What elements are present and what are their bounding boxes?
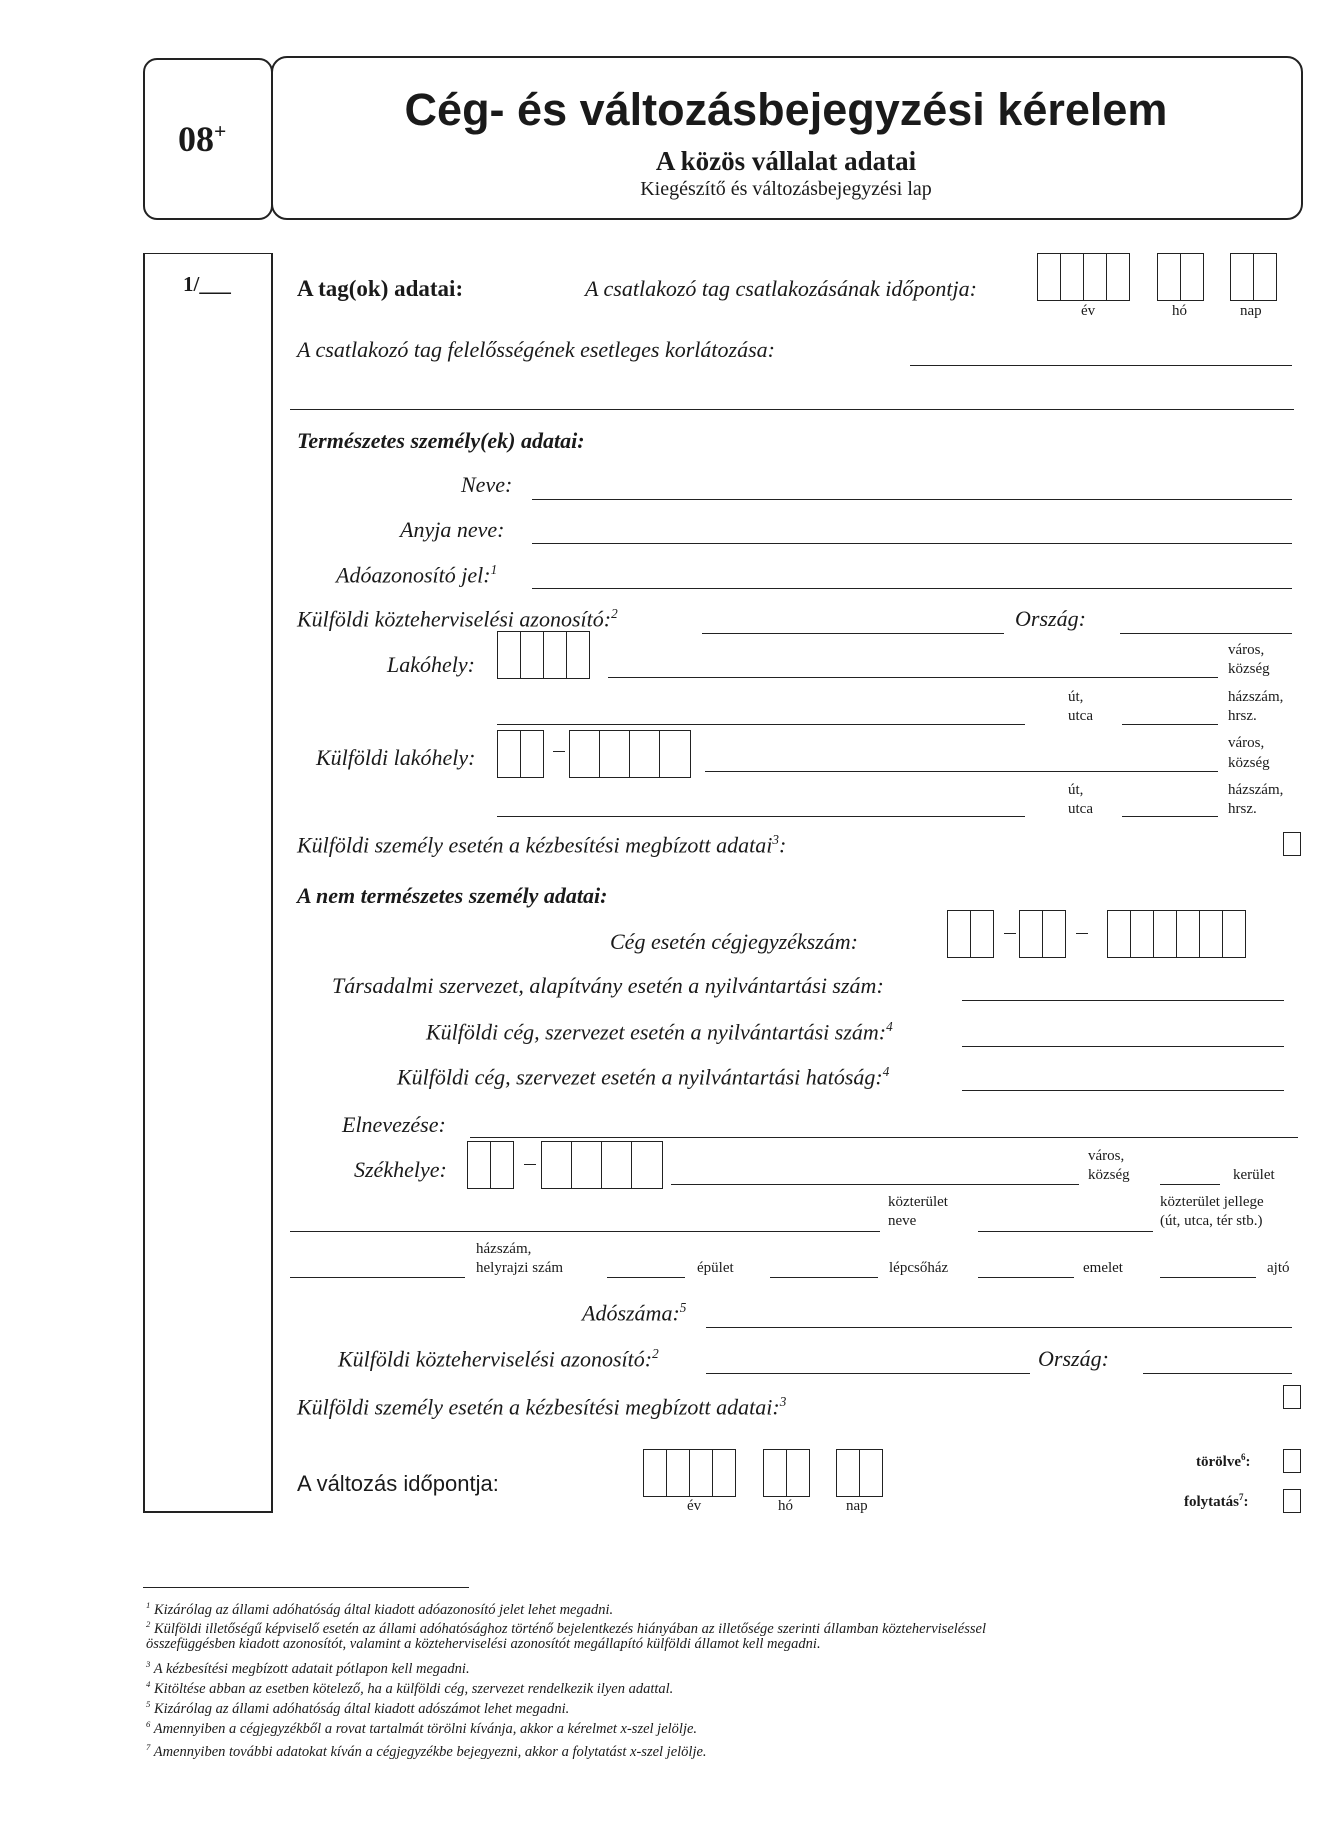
natural-delivery-colon: : xyxy=(778,832,787,858)
residence-hazszam-label: házszám, xyxy=(1228,689,1284,705)
legal-country-field[interactable] xyxy=(1143,1373,1292,1374)
natural-name-field[interactable] xyxy=(532,499,1292,500)
natural-foreign-id-label xyxy=(297,606,618,632)
residence-ut-label: út, xyxy=(1068,689,1084,705)
legal-social-field[interactable] xyxy=(962,1000,1284,1001)
residence-varos-label: város, xyxy=(1228,642,1265,658)
natural-mother-field[interactable] xyxy=(532,543,1292,544)
legal-staircase-field[interactable] xyxy=(770,1277,878,1278)
footnote-7-text: Amennyiben további adatokat kíván a cégjegyzékbe bejegyezni, akkor a folytatást x-szel jelölje. xyxy=(153,1743,707,1760)
legal-regno-dash-1 xyxy=(1004,933,1016,934)
legal-foreign-auth-field[interactable] xyxy=(962,1090,1284,1091)
deleted-label: törölve$^6$: xyxy=(1196,1452,1251,1470)
natural-title: Természetes személy(ek) adatai: xyxy=(297,428,585,453)
natural-country-field[interactable] xyxy=(1120,633,1292,634)
legal-foreign-id-text: Külföldi közteherviselési azonosító: xyxy=(338,1346,653,1372)
legal-regno-number[interactable] xyxy=(1107,910,1246,958)
natural-delivery-sup: 3 xyxy=(772,832,779,847)
page-subtitle-2: Kiegészítő és változásbejegyzési lap xyxy=(640,178,932,200)
legal-foreign-regno-field[interactable] xyxy=(962,1046,1284,1047)
legal-foreign-id-field[interactable] xyxy=(706,1373,1030,1374)
residence-utca-label: utca xyxy=(1068,708,1093,724)
legal-seat-district-field[interactable] xyxy=(1160,1184,1220,1185)
footnote-2-text-a: Külföldi illetőségű képviselő esetén az állami adóhatósághoz történő bejelentkezés hiányában az illetősége szerinti államban közteherviseléssel xyxy=(153,1620,986,1637)
legal-ajto-label: ajtó xyxy=(1267,1260,1290,1276)
footnote-2-cont: összefüggésben kiadott azonosítót, valamint a közteherviselési azonosítót megállapító külföldi államot kell megadni. xyxy=(146,1636,821,1652)
foreign-residence-dash xyxy=(553,751,565,752)
legal-regno-type[interactable] xyxy=(1019,910,1066,958)
residence-label: Lakóhely: xyxy=(387,652,475,677)
footnote-7-num: 7 xyxy=(146,1742,151,1752)
footnote-3-num: 3 xyxy=(146,1659,151,1669)
legal-country-label: Ország: xyxy=(1038,1346,1109,1371)
legal-kozterulet-label: közterület xyxy=(888,1194,948,1210)
natural-foreign-id-field[interactable] xyxy=(702,633,1004,634)
legal-seat-dash xyxy=(524,1164,536,1165)
legal-taxno-sup: 5 xyxy=(679,1300,687,1315)
legal-taxno-label xyxy=(582,1300,686,1326)
legal-taxno-text: Adószáma: xyxy=(582,1300,680,1326)
residence-kozseg-label: község xyxy=(1228,661,1270,677)
footnote-3-text: A kézbesítési megbízott adatait pótlapon kell megadni. xyxy=(153,1660,470,1677)
legal-name-field[interactable] xyxy=(470,1137,1298,1138)
page-subtitle: A közös vállalat adatai xyxy=(655,146,917,176)
join-date-day[interactable] xyxy=(1230,253,1277,301)
legal-regno-dash-2 xyxy=(1076,933,1088,934)
join-date-month-label: hó xyxy=(1172,303,1187,319)
change-date-year-label: év xyxy=(687,1498,702,1514)
form-code-number: 08 xyxy=(178,119,214,159)
legal-seat-varos-label: város, xyxy=(1088,1148,1125,1164)
change-date-label: A változás időpontja: xyxy=(297,1471,499,1496)
foreign-residence-street-field[interactable] xyxy=(497,816,1025,817)
natural-taxid-text: Adóazonosító jel: xyxy=(336,562,491,588)
footnote-2-num: 2 xyxy=(146,1619,151,1629)
footnote-5-num: 5 xyxy=(146,1699,151,1709)
liability-field[interactable] xyxy=(910,365,1292,366)
natural-name-label: Neve: xyxy=(461,472,513,497)
join-date-month[interactable] xyxy=(1157,253,1204,301)
footnote-5-text: Kizárólag az állami adóhatóság által kiadott adószámot lehet megadni. xyxy=(153,1700,570,1717)
footnote-7 xyxy=(146,1739,707,1761)
side-box xyxy=(143,253,273,1513)
form-code-sup: + xyxy=(214,119,227,143)
legal-epulet-label: épület xyxy=(697,1260,734,1276)
join-date-year[interactable] xyxy=(1037,253,1130,301)
footnote-4-text: Kitöltése abban az esetben kötelező, ha a külföldi cég, szervezet rendelkezik ilyen adattal. xyxy=(153,1680,674,1697)
natural-foreign-id-text: Külföldi közteherviselési azonosító: xyxy=(297,606,612,632)
legal-seat-kozseg-label: község xyxy=(1088,1167,1130,1183)
foreign-residence-number-field[interactable] xyxy=(1122,816,1218,817)
form-code xyxy=(178,118,226,160)
page-number: 1/___ xyxy=(183,272,231,296)
natural-taxid-sup: 1 xyxy=(490,562,498,577)
legal-street-type-field[interactable] xyxy=(978,1231,1153,1232)
legal-title: A nem természetes személy adatai: xyxy=(297,883,608,908)
legal-foreign-auth-label xyxy=(397,1064,889,1090)
footnote-3 xyxy=(146,1656,470,1678)
footnote-4-num: 4 xyxy=(146,1679,151,1689)
legal-lepcsohaz-label: lépcsőház xyxy=(889,1260,949,1276)
continued-checkbox[interactable] xyxy=(1283,1489,1301,1513)
footnote-separator xyxy=(143,1587,469,1588)
natural-foreign-id-sup: 2 xyxy=(611,606,618,621)
foreign-residence-kozseg-label: község xyxy=(1228,755,1270,771)
residence-street-field[interactable] xyxy=(497,724,1025,725)
legal-hazszam-label: házszám, xyxy=(476,1241,532,1257)
natural-delivery-label xyxy=(297,832,786,858)
foreign-residence-hrsz-label: hrsz. xyxy=(1228,801,1257,817)
continued-sup: 7 xyxy=(1239,1492,1244,1502)
deleted-text: törölve xyxy=(1196,1454,1241,1470)
liability-label: A csatlakozó tag felelősségének esetleges korlátozása: xyxy=(297,337,775,362)
change-date-year[interactable] xyxy=(643,1449,736,1497)
foreign-residence-city-field[interactable] xyxy=(705,771,1218,772)
foreign-residence-hazszam-label: házszám, xyxy=(1228,782,1284,798)
legal-delivery-sup: 3 xyxy=(779,1394,787,1409)
legal-foreign-id-sup: 2 xyxy=(652,1346,659,1361)
join-date-day-label: nap xyxy=(1240,303,1262,319)
footnote-5 xyxy=(146,1696,569,1718)
legal-foreign-regno-sup: 4 xyxy=(886,1019,893,1034)
legal-neve-label: neve xyxy=(888,1213,917,1229)
legal-delivery-label xyxy=(297,1394,786,1420)
legal-regno-label: Cég esetén cégjegyzékszám: xyxy=(610,929,859,954)
foreign-residence-country-code[interactable] xyxy=(497,730,544,778)
legal-delivery-checkbox[interactable] xyxy=(1283,1385,1301,1409)
legal-seat-postcode[interactable] xyxy=(541,1141,663,1189)
footnote-6-num: 6 xyxy=(146,1719,151,1729)
legal-door-field[interactable] xyxy=(1160,1277,1256,1278)
legal-regno-court[interactable] xyxy=(947,910,994,958)
change-date-month[interactable] xyxy=(763,1449,810,1497)
residence-number-field[interactable] xyxy=(1122,724,1218,725)
legal-name-label: Elnevezése: xyxy=(342,1112,446,1137)
legal-foreign-id-label xyxy=(338,1346,659,1372)
legal-jellege-hint: (út, utca, tér stb.) xyxy=(1160,1213,1263,1229)
change-date-day-label: nap xyxy=(846,1498,868,1514)
legal-foreign-regno-text: Külföldi cég, szervezet esetén a nyilvántartási szám: xyxy=(426,1019,887,1045)
natural-taxid-field[interactable] xyxy=(532,588,1292,589)
natural-delivery-text: Külföldi személy esetén a kézbesítési megbízott adatai xyxy=(297,832,773,858)
foreign-residence-postcode[interactable] xyxy=(569,730,691,778)
legal-foreign-auth-sup: 4 xyxy=(882,1064,890,1079)
continued-label: folytatás$^7$: xyxy=(1184,1492,1249,1510)
residence-city-field[interactable] xyxy=(608,677,1218,678)
legal-lot-field[interactable] xyxy=(290,1277,465,1278)
foreign-residence-utca-label: utca xyxy=(1068,801,1093,817)
page-title: Cég- és változásbejegyzési kérelem xyxy=(404,84,1168,135)
footnote-1-num: 1 xyxy=(146,1600,151,1610)
residence-postcode[interactable] xyxy=(497,631,590,679)
natural-delivery-checkbox[interactable] xyxy=(1283,832,1301,856)
legal-jellege-label: közterület jellege xyxy=(1160,1194,1264,1210)
section-divider xyxy=(290,409,1294,410)
legal-social-label: Társadalmi szervezet, alapítvány esetén a nyilvántartási szám: xyxy=(332,973,884,998)
legal-street-name-field[interactable] xyxy=(290,1231,880,1232)
legal-building-field[interactable] xyxy=(607,1277,685,1278)
legal-foreign-auth-text: Külföldi cég, szervezet esetén a nyilvántartási hatóság: xyxy=(397,1064,883,1090)
foreign-residence-ut-label: út, xyxy=(1068,782,1084,798)
natural-mother-label: Anyja neve: xyxy=(400,517,505,542)
deleted-sup: 6 xyxy=(1240,1452,1246,1462)
foreign-residence-label: Külföldi lakóhely: xyxy=(316,745,476,770)
footnote-6 xyxy=(146,1716,697,1738)
legal-delivery-text: Külföldi személy esetén a kézbesítési megbízott adatai: xyxy=(297,1394,780,1420)
deleted-checkbox[interactable] xyxy=(1283,1449,1301,1473)
change-date-day[interactable] xyxy=(836,1449,883,1497)
join-date-year-label: év xyxy=(1081,303,1096,319)
residence-hrsz-label: hrsz. xyxy=(1228,708,1257,724)
natural-country-label: Ország: xyxy=(1015,606,1086,631)
foreign-residence-varos-label: város, xyxy=(1228,735,1265,751)
legal-seat-city-field[interactable] xyxy=(671,1184,1079,1185)
join-date-label: A csatlakozó tag csatlakozásának időpontja: xyxy=(585,276,977,301)
legal-taxno-field[interactable] xyxy=(706,1327,1292,1328)
legal-emelet-label: emelet xyxy=(1083,1260,1123,1276)
legal-floor-field[interactable] xyxy=(978,1277,1074,1278)
natural-taxid-label xyxy=(336,562,497,588)
legal-seat-country-code[interactable] xyxy=(467,1141,514,1189)
footnote-4 xyxy=(146,1676,673,1698)
members-title: A tag(ok) adatai: xyxy=(297,276,464,301)
footnote-2 xyxy=(146,1616,986,1638)
continued-text: folytatás xyxy=(1184,1494,1239,1510)
change-date-month-label: hó xyxy=(778,1498,793,1514)
legal-foreign-regno-label xyxy=(426,1019,893,1045)
legal-seat-label: Székhelye: xyxy=(354,1157,447,1182)
legal-helyrajzi-label: helyrajzi szám xyxy=(476,1260,564,1276)
legal-seat-kerulet-label: kerület xyxy=(1233,1167,1275,1183)
footnote-6-text: Amennyiben a cégjegyzékből a rovat tartalmát törölni kívánja, akkor a kérelmet x-szel jelölje. xyxy=(153,1720,698,1737)
footnote-1-text: Kizárólag az állami adóhatóság által kiadott adóazonosító jelet lehet megadni. xyxy=(153,1601,614,1618)
